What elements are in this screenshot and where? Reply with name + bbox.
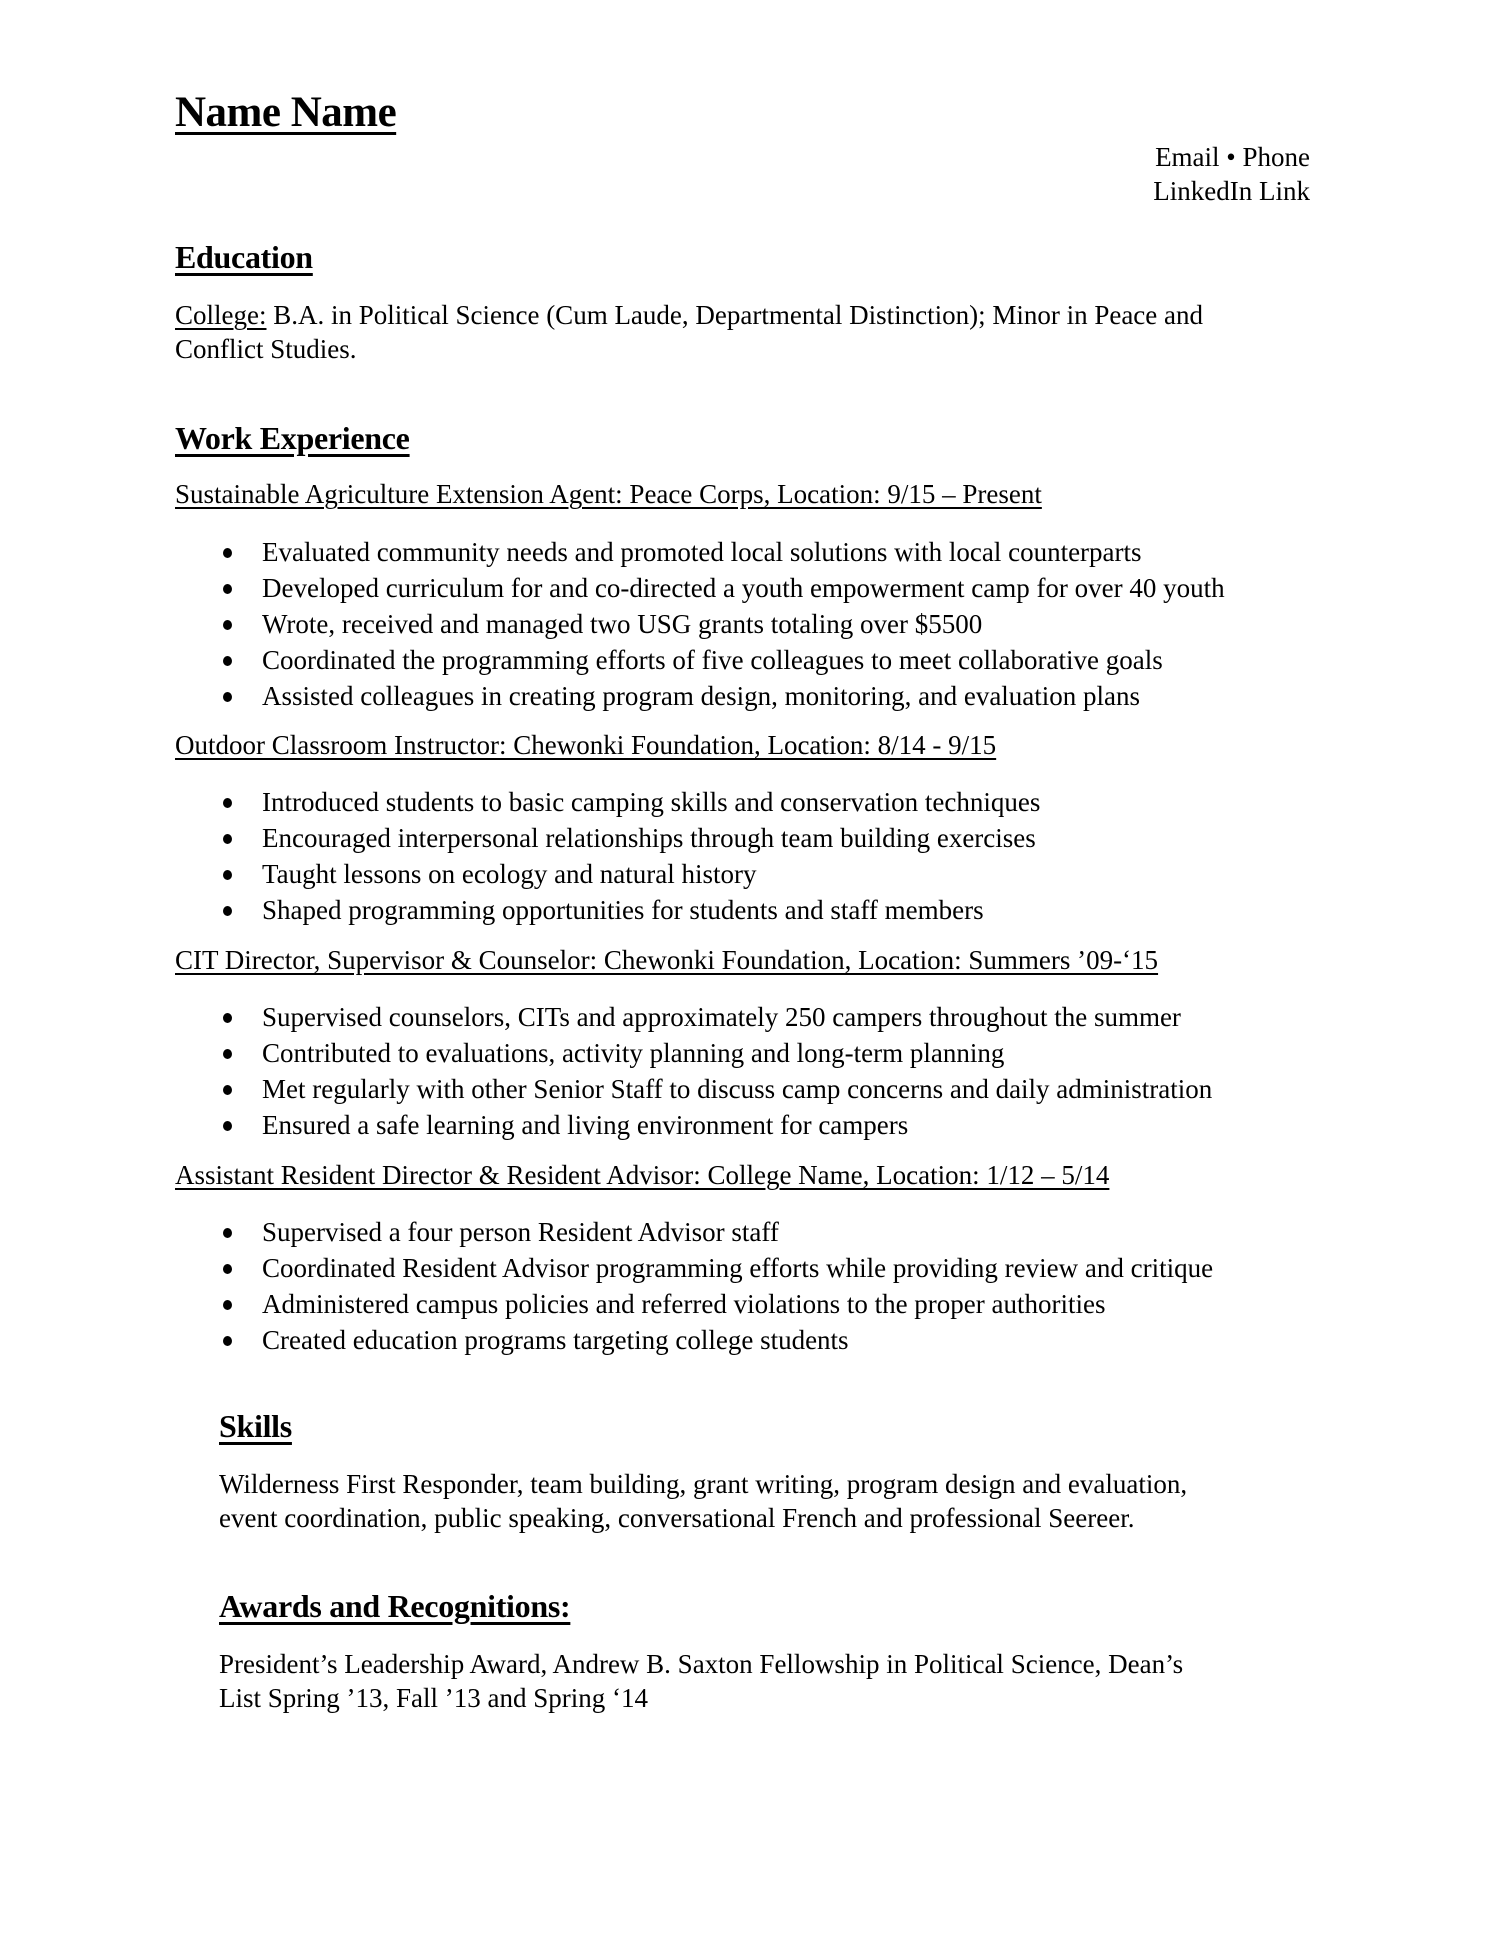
bullet-icon [223,1049,232,1059]
contact-linkedin: LinkedIn Link [1153,176,1310,206]
skills-line-1: Wilderness First Responder, team building, grant writing, program design and evaluation, [219,1469,1188,1499]
job-bullet-list [175,534,1225,714]
list-item [175,820,1040,856]
list-item [175,1035,1212,1071]
education-degree-text: B.A. in Political Science (Cum Laude, Departmental Distinction); Minor in Peace and [266,300,1204,330]
job-bullet-list [175,784,1040,928]
bullet-text: Shaped programming opportunities for students and staff members [262,895,984,925]
list-item [175,1071,1212,1107]
list-item [175,1286,1213,1322]
list-item [175,856,1040,892]
bullet-text: Coordinated Resident Advisor programming efforts while providing review and critique [262,1253,1214,1283]
awards-line-1: President’s Leadership Award, Andrew B. Saxton Fellowship in Political Science, Dean’s [219,1649,1184,1679]
contact-email-phone: Email • Phone [1155,142,1310,172]
job-title: CIT Director, Supervisor & Counselor: Chewonki Foundation, Location: Summers ’09-‘15 [175,945,1159,975]
list-item [175,534,1225,570]
bullet-icon [223,620,232,630]
bullet-text: Coordinated the programming efforts of five colleagues to meet collaborative goals [262,645,1163,675]
bullet-text: Ensured a safe learning and living environment for campers [262,1110,909,1140]
list-item [175,784,1040,820]
awards-line-2: List Spring ’13, Fall ’13 and Spring ‘14 [219,1683,648,1713]
bullet-text: Taught lessons on ecology and natural history [262,859,757,889]
list-item [175,1250,1213,1286]
job-title: Assistant Resident Director & Resident Advisor: College Name, Location: 1/12 – 5/14 [175,1160,1110,1190]
job-bullet-list [175,1214,1213,1358]
bullet-text: Contributed to evaluations, activity planning and long-term planning [262,1038,1005,1068]
list-item [175,892,1040,928]
bullet-icon [223,798,232,808]
bullet-text: Developed curriculum for and co-directed a youth empowerment camp for over 40 youth [262,573,1225,603]
list-item [175,1214,1213,1250]
bullet-icon [223,1336,232,1346]
list-item [175,678,1225,714]
awards-heading: Awards and Recognitions: [219,1588,571,1624]
education-line-1 [175,298,1203,332]
work-experience-heading: Work Experience [175,420,410,456]
resume-name: Name Name [175,89,397,136]
bullet-icon [223,1264,232,1274]
job-title: Outdoor Classroom Instructor: Chewonki Foundation, Location: 8/14 - 9/15 [175,730,997,760]
bullet-icon [223,548,232,558]
list-item [175,999,1212,1035]
bullet-text: Wrote, received and managed two USG grants totaling over $5500 [262,609,983,639]
bullet-text: Supervised a four person Resident Advisor staff [262,1217,779,1247]
skills-heading: Skills [219,1408,292,1444]
bullet-text: Met regularly with other Senior Staff to discuss camp concerns and daily administration [262,1074,1213,1104]
bullet-icon [223,870,232,880]
education-college-label: College: [175,300,267,330]
skills-line-2: event coordination, public speaking, conversational French and professional Seereer. [219,1503,1135,1533]
bullet-icon [223,834,232,844]
education-heading: Education [175,239,313,275]
list-item [175,606,1225,642]
bullet-icon [223,1085,232,1095]
list-item [175,642,1225,678]
bullet-icon [223,692,232,702]
bullet-icon [223,584,232,594]
job-title: Sustainable Agriculture Extension Agent: Peace Corps, Location: 9/15 – Present [175,479,1042,509]
list-item [175,1322,1213,1358]
bullet-text: Introduced students to basic camping skills and conservation techniques [262,787,1041,817]
list-item [175,570,1225,606]
bullet-text: Encouraged interpersonal relationships through team building exercises [262,823,1036,853]
bullet-icon [223,656,232,666]
job-bullet-list [175,999,1212,1143]
bullet-text: Supervised counselors, CITs and approximately 250 campers throughout the summer [262,1002,1181,1032]
bullet-text: Evaluated community needs and promoted local solutions with local counterparts [262,537,1142,567]
bullet-icon [223,1121,232,1131]
education-line-2: Conflict Studies. [175,334,357,364]
bullet-icon [223,1228,232,1238]
bullet-text: Assisted colleagues in creating program design, monitoring, and evaluation plans [262,681,1141,711]
bullet-icon [223,1300,232,1310]
bullet-icon [223,1013,232,1023]
list-item [175,1107,1212,1143]
bullet-text: Created education programs targeting college students [262,1325,849,1355]
bullet-icon [223,906,232,916]
bullet-text: Administered campus policies and referred violations to the proper authorities [262,1289,1106,1319]
